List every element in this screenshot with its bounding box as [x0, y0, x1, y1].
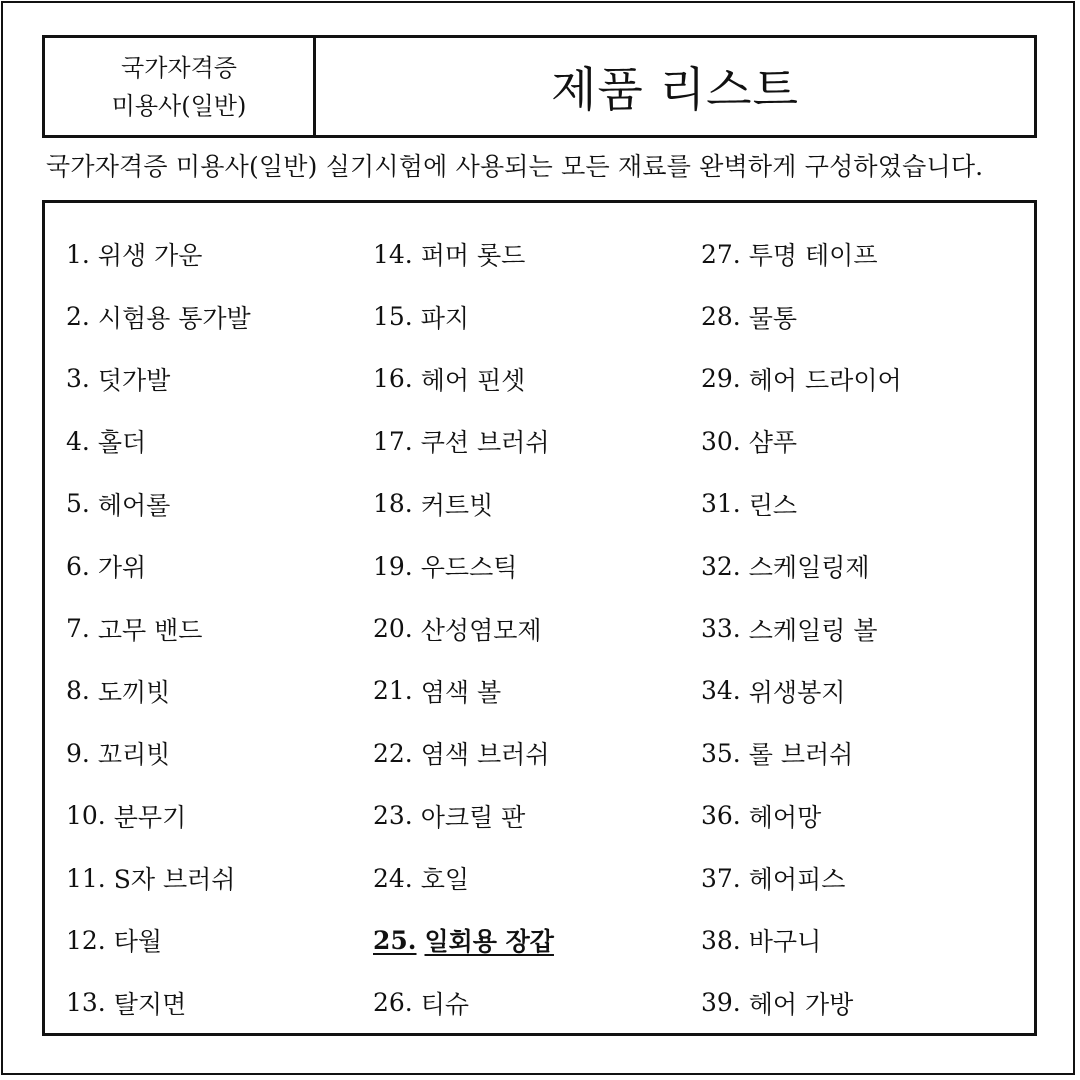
item-number: 9. [66, 738, 90, 768]
item-number: 21. [373, 676, 413, 706]
list-item [66, 348, 251, 410]
list-item [373, 597, 554, 659]
list-item [373, 722, 554, 784]
list-item [701, 847, 902, 909]
item-number: 31. [701, 489, 741, 519]
item-name: 쿠션 브러쉬 [420, 428, 550, 458]
item-number: 13. [66, 988, 106, 1018]
item-number: 28. [701, 302, 741, 332]
list-item [66, 660, 251, 722]
item-number: 5. [66, 489, 90, 519]
item-name: 타월 [113, 927, 163, 957]
item-name: 헤어 핀셋 [420, 365, 526, 395]
item-name: 탈지면 [113, 989, 187, 1019]
list-item [373, 348, 554, 410]
item-name: 바구니 [748, 927, 822, 957]
product-list [42, 200, 1037, 1036]
list-item [373, 223, 554, 285]
list-item [701, 972, 902, 1034]
item-number: 27. [701, 239, 741, 269]
item-number: 17. [373, 426, 413, 456]
certification-label [45, 38, 316, 135]
list-item [66, 722, 251, 784]
page-title: 제품 리스트 [551, 63, 799, 118]
item-name: 롤 브러쉬 [748, 740, 854, 770]
list-item [66, 847, 251, 909]
item-name: 염색 브러쉬 [420, 740, 550, 770]
item-number: 10. [66, 801, 106, 831]
item-name: 홀더 [97, 428, 147, 458]
item-name: 스케일링제 [748, 553, 870, 583]
item-name: 스케일링 볼 [748, 615, 878, 645]
product-column-1 [66, 223, 251, 1034]
item-name: 시험용 통가발 [97, 303, 251, 333]
item-number: 24. [373, 863, 413, 893]
item-name: 덧가발 [97, 365, 171, 395]
item-name: 우드스틱 [420, 553, 518, 583]
item-number: 15. [373, 302, 413, 332]
list-item [66, 785, 251, 847]
item-number: 33. [701, 614, 741, 644]
item-name: 꼬리빗 [97, 740, 171, 770]
item-name: 고무 밴드 [97, 615, 203, 645]
item-number: 22. [373, 738, 413, 768]
item-name: 위생봉지 [748, 677, 846, 707]
list-item [701, 722, 902, 784]
item-name: 헤어피스 [748, 865, 846, 895]
item-number: 32. [701, 551, 741, 581]
list-item [373, 410, 554, 472]
item-number: 14. [373, 239, 413, 269]
list-item [701, 348, 902, 410]
list-item [701, 597, 902, 659]
item-name: 아크릴 판 [420, 802, 526, 832]
item-name: 염색 볼 [420, 677, 502, 707]
list-item [373, 535, 554, 597]
item-name: 파지 [420, 303, 470, 333]
list-item [701, 410, 902, 472]
item-name: 분무기 [113, 802, 187, 832]
item-name: 일회용 장갑 [424, 927, 554, 957]
item-number: 18. [373, 489, 413, 519]
item-number: 20. [373, 614, 413, 644]
list-item [373, 473, 554, 535]
list-item [701, 660, 902, 722]
item-name: 가위 [97, 553, 147, 583]
item-number: 8. [66, 676, 90, 706]
intro-text: 국가자격증 미용사(일반) 실기시험에 사용되는 모든 재료를 완벽하게 구성하였습니다. [46, 152, 984, 181]
list-item [66, 410, 251, 472]
item-name: 위생 가운 [97, 241, 203, 271]
item-number: 7. [66, 614, 90, 644]
header-box [42, 35, 1037, 138]
item-number: 26. [373, 988, 413, 1018]
item-number: 35. [701, 738, 741, 768]
list-item [66, 972, 251, 1034]
certification-label-line1: 국가자격증 [121, 53, 237, 82]
item-name: 투명 테이프 [748, 241, 878, 271]
item-name: 산성염모제 [420, 615, 542, 645]
item-name: 샴푸 [748, 428, 798, 458]
item-number: 38. [701, 925, 741, 955]
item-number: 3. [66, 364, 90, 394]
list-item [373, 785, 554, 847]
list-item [66, 223, 251, 285]
item-number: 23. [373, 801, 413, 831]
item-number: 11. [66, 863, 106, 893]
list-item [701, 473, 902, 535]
list-item [701, 785, 902, 847]
item-number: 1. [66, 239, 90, 269]
item-number: 36. [701, 801, 741, 831]
list-item [701, 909, 902, 971]
item-name: S자 브러쉬 [113, 865, 236, 895]
item-name: 헤어롤 [97, 490, 171, 520]
item-name: 도끼빗 [97, 677, 171, 707]
list-item [373, 847, 554, 909]
item-name: 헤어망 [748, 802, 822, 832]
product-column-3 [701, 223, 902, 1034]
list-item [66, 473, 251, 535]
item-number: 4. [66, 426, 90, 456]
item-number: 6. [66, 551, 90, 581]
list-item [373, 660, 554, 722]
item-number: 34. [701, 676, 741, 706]
item-number: 25. [373, 925, 417, 955]
list-item [66, 535, 251, 597]
item-number: 29. [701, 364, 741, 394]
item-name: 헤어 가방 [748, 989, 854, 1019]
list-item [373, 972, 554, 1034]
list-item [701, 535, 902, 597]
item-number: 19. [373, 551, 413, 581]
item-number: 30. [701, 426, 741, 456]
list-item-highlighted [373, 909, 554, 971]
item-name: 커트빗 [420, 490, 494, 520]
list-item [701, 223, 902, 285]
item-name: 티슈 [420, 989, 470, 1019]
item-number: 37. [701, 863, 741, 893]
list-item [701, 285, 902, 347]
list-item [66, 285, 251, 347]
item-number: 2. [66, 302, 90, 332]
item-name: 물통 [748, 303, 798, 333]
item-number: 12. [66, 925, 106, 955]
item-name: 호일 [420, 865, 470, 895]
item-name: 헤어 드라이어 [748, 365, 902, 395]
item-name: 린스 [748, 490, 798, 520]
certification-label-line2: 미용사(일반) [111, 91, 247, 120]
list-item [66, 909, 251, 971]
item-number: 39. [701, 988, 741, 1018]
item-number: 16. [373, 364, 413, 394]
list-item [373, 285, 554, 347]
item-name: 퍼머 롯드 [420, 241, 526, 271]
product-column-2 [373, 223, 554, 1034]
list-item [66, 597, 251, 659]
